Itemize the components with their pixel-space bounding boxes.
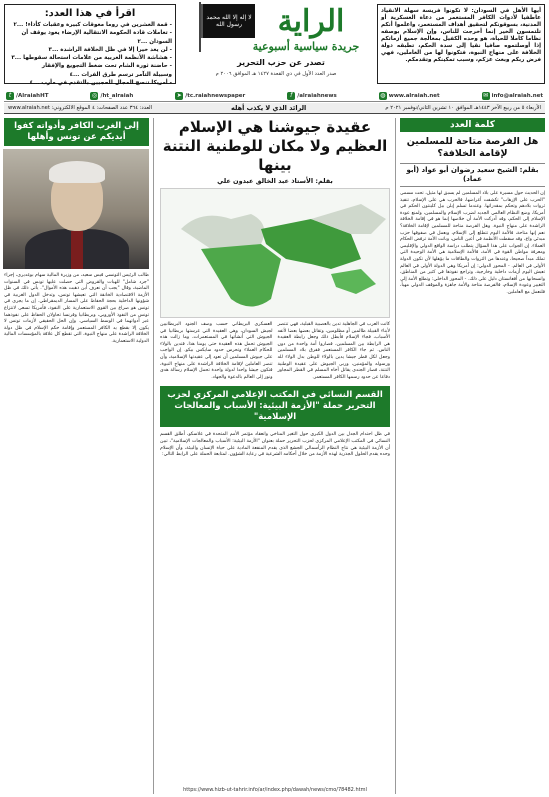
motto: الرائد الذي لا يكذب أهله: [231, 104, 307, 112]
main-article-col-left: العسكري البريطاني حسب وصف الجنود البريطانيين لجيش السودان، وهي العقيدة التي غرستها بريطانيا في الجيوش التي أنشأتها في المستعمرات، وما زالت هذه الجيوش تحمل هذه العقيدة حتى يومنا هذا، فتدين بالولاء للحكام العملاء وتحرس حدود سايكس بيكو. إن الواجب على جيوش المسلمين أن تعود إلى عقيدتها الإسلامية، وأن تنصر العاملين لإقامة الخلافة الراشدة على منهاج النبوة، فتكون جيشا واحدا لدولة واحدة تحمل الإسلام رسالة هدى ونور إلى العالم بالدعوة والجهاد.: [160, 322, 273, 380]
twitter-link[interactable]: [6, 92, 48, 100]
instagram-handle: /ht_alraiah: [100, 92, 134, 99]
main-article: [160, 118, 390, 794]
facebook-link[interactable]: [287, 92, 337, 100]
contents-item[interactable]: - تعاملات قادة الحكومة الانتقالية الإرضاء يعود يوقف أن السودان ...٢: [21, 30, 172, 45]
contents-item[interactable]: - حاضنة ثورة الشام تحت ضغط التجويع والإفقار: [41, 63, 172, 70]
contents-item[interactable]: - هشاشة الأنظمة العربية من علامات استحالة سقوطها ...٣: [11, 55, 172, 62]
campaign-link[interactable]: https://www.hizb-ut-tahrir.info/ar/index.php/dawah/news/cmo/78482.html: [183, 787, 367, 793]
publisher-tagline: تصدر عن حزب التحرير: [237, 58, 325, 67]
world-map-image: [160, 188, 390, 318]
black-flag-icon: [201, 4, 255, 38]
section-label: كلمة العدد: [400, 118, 545, 132]
contents-item[interactable]: - قمة العشرين في روما معوقات كبيرة وعقبات كأداء! ...٢: [13, 22, 172, 28]
email-icon: ✉: [483, 91, 489, 99]
header-message-box: أيها الأهل في السودان: لا تكونوا فريسة سهلة الانقياد عاطفيا لأدوات الكافر المستعمر من دعاة العسكرية أو المدنية، بسوقونكم لتحقيق أهداف المستعمر، واعلموا أنكم تلتمسون الخير إنما أخرجت للناس، وإن الإسلام بوصفه نظاما كاملا للحياة، هو وحده الكفيل بمعالجة جميع أزماتكم إذا أوصلتموه صافيا نقيا إلى سدة الحكم، تطبقه دولة الخلافة على منهاج النبوة، فتكونوا لها من العاملين، فهي فرض ربكم وبعث عزكم، وسبب تمكينكم وتقدمكم.: [377, 4, 545, 84]
issue-info-bar: [4, 103, 545, 114]
instagram-icon: ◎: [91, 91, 98, 99]
map-land-southeast-asia: [331, 269, 376, 294]
editorial-title: هل الفرصة متاحة للمسلمين لإقامة الخلافة؟: [406, 136, 539, 159]
website-url: www.alraiah.net: [388, 92, 440, 99]
photo-tie: [71, 231, 83, 269]
main-article-columns: [160, 322, 390, 381]
president-photo: [3, 149, 149, 269]
muslim-world-map: [161, 189, 389, 317]
main-article-col-right: كانت العرب في الجاهلية تدين بالعصبية القبلية، فهي تنتصر لأبناء القبيلة ظالمين أو مظلومين، وتقاتل بعضها بعضا لأتفه الأسباب، فجاء الإسلام فأبطل ذلك وجعل رابطة العقيدة هي الرابطة بين المسلمين، فصاروا أمة واحدة من دون الناس. ثم جاء الكافر المستعمر ففرق بلاد المسلمين وجعل لكل قطر جيشا يدين بالولاء للوطن بدل الولاء لله ورسوله والمؤمنين، وربى الجيوش على عقيدة الوطنية النتنة، فصار الجندي يقاتل أخاه المسلم في القطر المجاور دفاعا عن حدود رسمها الكافر المستعمر.: [277, 322, 390, 380]
telegram-handle: /tc.raiahnewspaper: [185, 92, 246, 99]
contents-title: اقرأ في هذا العدد:: [44, 8, 136, 19]
campaign-body: في ظل احتدام الجدل بين الدول الكبرى حول التغير المناخي وانعقاد مؤتمر الأمم المتحدة في غلاسكو، أطلق القسم النسائي في المكتب الإعلامي المركزي لحزب التحرير حملة بعنوان "الأزمة البيئية: الأسباب والمعالجات الإسلامية"، تبين أن الأزمة البيئية هي نتاج النظام الرأسمالي الجشع الذي يقدم المنفعة المادية على حياة الإنسان والبيئة، وأن الإسلام وحده يقدم الحلول الجذرية لهذه الأزمة من خلال أحكامه الشرعية في رعاية الشؤون. لمتابعة الحملة على الرابط التالي:: [160, 432, 390, 458]
tunisia-column: [4, 118, 154, 794]
masthead-area: [0, 0, 549, 88]
main-headline: عقيدة جيوشنا هي الإسلام العظيم ولا مكان للوطنية النتنة بينها: [162, 118, 388, 174]
main-author: بقلم: الأستاذ عبد الخالق عبدون علي: [217, 177, 333, 185]
instagram-link[interactable]: [90, 92, 133, 100]
email-address: info@alraiah.net: [491, 92, 543, 99]
campaign-headline: القسم النسائي في المكتب الإعلامي المركزي لحزب التحرير حملة "الأزمة البيئية: الأسباب والمعالجات الإسلامية": [160, 386, 390, 427]
contents-item[interactable]: وسبيلة التآمر ترسم طرق الفرات ...٤: [69, 71, 172, 78]
contents-box: [4, 4, 176, 87]
contents-item[interactable]: - أمريكا تنصح المجال للحجيين بالتقدم في مأرب ...٤: [29, 80, 172, 87]
tunisia-body: طالب الرئيس التونسي قيس سعيد، من وزيرة المالية سهام بوغديري، إجراء "جرد شامل" للهبات والقروض التي حصلت عليها تونس في السنوات الماضية، وقال "يجب أن نعرف أين ذهبت هذه الأموال". يأتي ذلك في ظل الأزمة الاقتصادية الخانقة التي تعيشها تونس، وتدخل الدول الغربية في شؤونها الداخلية بحجة الحفاظ على المسار الديمقراطي. إن ما يجري في تونس هو صراع بين القوى الاستعمارية على النفوذ، فأمريكا تسعى لانتزاع تونس من النفوذ الأوروبي، وبريطانيا وفرنسا تحاولان الحفاظ على نفوذهما عبر أدواتهما في الوسط السياسي. وإن الحل الحقيقي لأزمات تونس لا يكون إلا بقطع يد الكافر المستعمر وإقامة حكم الإسلام في ظل دولة الخلافة الراشدة على منهاج النبوة، التي تقطع كل علاقة بالمؤسسات المالية الدولية الاستعمارية.: [4, 273, 149, 344]
globe-icon: ◍: [380, 91, 386, 99]
map-land-africa: [201, 244, 281, 307]
issue-date: الأربعاء ٥ من ربيع الآخر ١٤٤٣هـ الموافق ١٠ تشرين الثاني/نوفمبر ٢٠٢١ م: [385, 105, 541, 111]
contents-item[interactable]: - لن يعد خيرا إلا في ظل الخلافة الراشدة ...٣: [48, 46, 172, 53]
logo-title: الراية: [277, 4, 345, 39]
email-link[interactable]: [482, 92, 543, 100]
photo-hair: [49, 161, 105, 183]
logo-subtitle: جريدة سياسية أسبوعية: [252, 40, 360, 53]
telegram-icon: ➤: [176, 91, 182, 99]
first-issue-line: صدر العدد الأول في ذي القعدة ١٤٢٧ هـ الموافق ٢٠٠٦ م: [215, 71, 337, 77]
editorial-body: إن الحديث حول مسيرة على بلاد المسلمين لم يسبق لها مثيل، تحت مسمى "الحرب على الإرهاب" تكشفت أغراضها، فالحرب هي على الإسلام، تنفيذ ثروات بلادهم وتحكم بمقدراتها. وعندما تسلم إيلن بيل كلينتون الحكم في أمريكا، وضع النظام العالمي الجديد لضرب الإسلام والمسلمين، ولمنع عودة الإسلام إلى الحكم، وقد أدركت الأمة أن خلاصها إنما هو في إقامة الخلافة الراشدة على منهاج النبوة. وهل الفرصة متاحة للمسلمين لإقامة الخلافة؟ نعم إنها متاحة، فالأمة اليوم تتطلع إلى الإسلام، ويعمل في صفوفها حزب مبدئي واع، وقد سقطت الأنظمة في أعين الناس، وباتت الأمة ترفض الحكام العملاء. إن الجواب على هذا السؤال يتطلب دراسة الواقع الدولي والإقليمي ومعرفة مواطن القوة في الأمة، فالأمة الإسلامية هي الأمة الوحيدة التي تملك مبدأ صحيحا، وعندها من الثروات والطاقات ما يؤهلها لأن تكون الدولة الأولى في العالم. - المحور الدولي: إن أمريكا وهي الدولة الأولى في العالم تعيش اليوم أزمات داخلية وخارجية، وتراجع نفوذها في كثير من المناطق، وانسحابها من أفغانستان دليل على ذلك. - المحور الداخلي: وتطلع الأمة إلى التغيير وعودة الإسلام، فالفرصة متاحة والأمة جاهزة والموقف الدولي مهيأ، فلنعمل مع العاملين.: [400, 191, 545, 295]
editorial-column: [395, 118, 545, 794]
telegram-link[interactable]: [175, 92, 245, 100]
editorial-author: بقلم: الشيخ سعيد رضوان أبو عواد (أبو عماد): [400, 163, 545, 187]
flag-text: لا إله إلا الله محمد رسول الله: [206, 14, 252, 28]
twitter-icon: t: [6, 92, 14, 100]
issue-number: العدد: ٣٦٤ عدد الصفحات: ٤ الموقع الالكتروني: www.alraiah.net: [8, 105, 152, 111]
masthead-logo: [181, 0, 371, 88]
facebook-handle: /alraiahnews: [297, 92, 337, 99]
facebook-icon: f: [287, 92, 295, 100]
tunisia-headline: إلى الغرب الكافر وأدواته كفوا أيديكم عن تونس وأهلها: [4, 118, 149, 146]
website-link[interactable]: [379, 92, 440, 100]
twitter-handle: /AlraiahHT: [16, 92, 49, 99]
social-bar: [4, 90, 545, 102]
contents-list: [8, 21, 172, 87]
